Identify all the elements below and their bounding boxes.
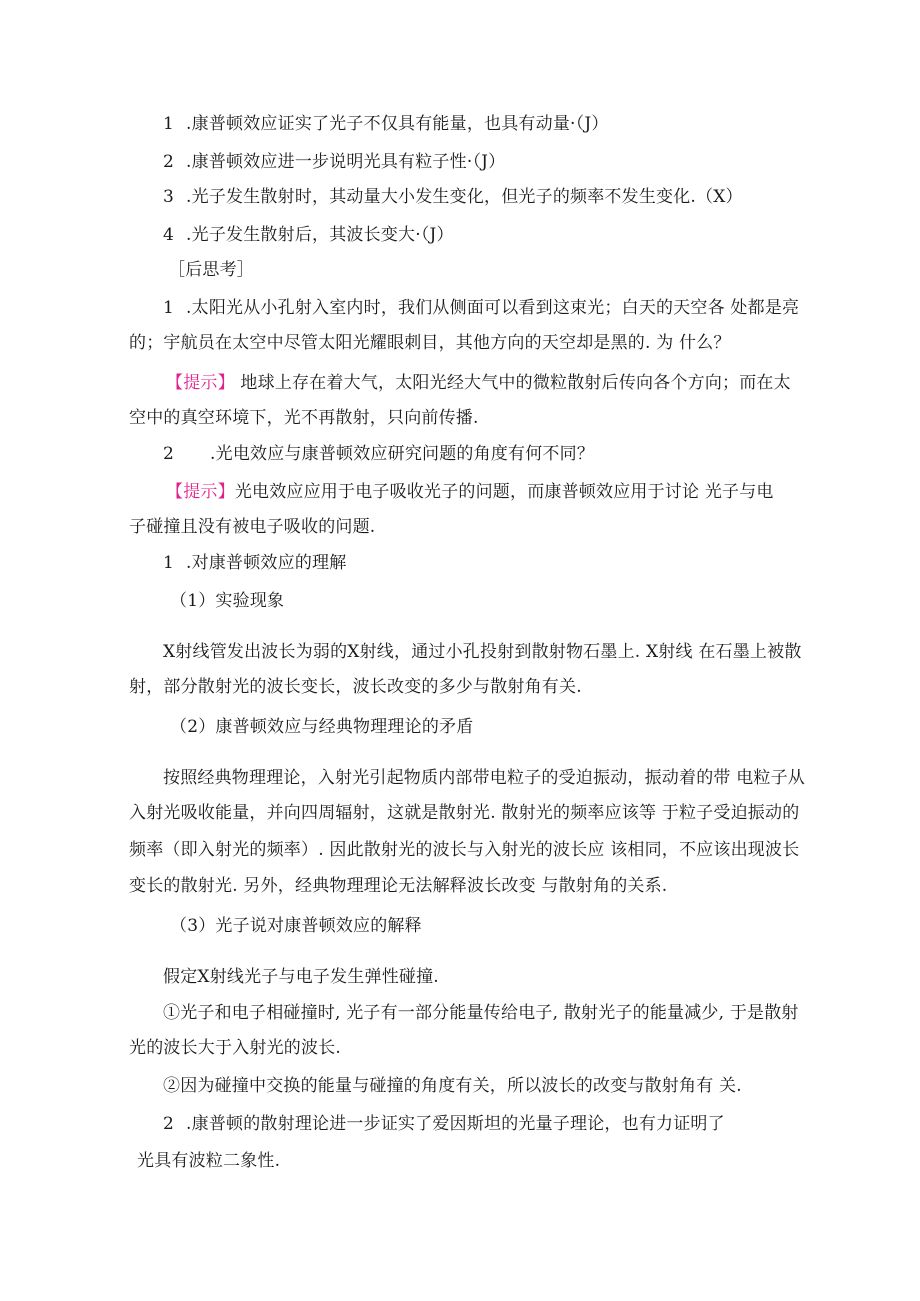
section-number: 1 bbox=[163, 553, 175, 573]
item-text: .康普顿效应证实了光子不仅具有能量，也具有动量·（J） bbox=[186, 114, 609, 134]
question-1-line-2: 的；宇航员在太空中尽管太阳光耀眼刺目，其他方向的天空却是黑的. 为 什么？ bbox=[129, 333, 731, 353]
subsection-2-heading: （2）康普顿效应与经典物理理论的矛盾 bbox=[170, 717, 474, 737]
judgment-item-4 bbox=[163, 224, 454, 246]
item-text: .光子发生散射后，其波长变大·（J） bbox=[186, 225, 454, 245]
subsection-3-item-2: ②因为碰撞中交换的能量与碰撞的角度有关，所以波长的改变与散射角有 关. bbox=[163, 1076, 742, 1096]
section-text: .康普顿的散射理论进一步证实了爱因斯坦的光量子理论，也有力证明了 bbox=[186, 1114, 725, 1134]
hint-label: 【提示】 bbox=[166, 373, 235, 393]
subsection-2-line-1: 按照经典物理理论，入射光引起物质内部带电粒子的受迫振动，振动着的带 电粒子从 bbox=[163, 768, 806, 788]
question-text: .太阳光从小孔射入室内时，我们从侧面可以看到这束光；白天的天空各 处都是亮 bbox=[186, 298, 800, 318]
subsection-3-item-1-line-2: 光的波长大于入射光的波长. bbox=[129, 1038, 342, 1058]
subsection-2-line-4: 变长的散射光. 另外，经典物理理论无法解释波长改变 与散射角的关系. bbox=[129, 876, 668, 896]
item-number: 4 bbox=[163, 225, 175, 245]
after-think-heading: ［后思考］ bbox=[168, 260, 254, 280]
question-number: 1 bbox=[163, 298, 175, 318]
subsection-1-line-2: 射，部分散射光的波长变长，波长改变的多少与散射角有关. bbox=[129, 677, 582, 697]
question-1-line-1 bbox=[163, 297, 799, 319]
item-number: 3 bbox=[163, 187, 175, 207]
subsection-1-heading: （1）实验现象 bbox=[170, 591, 285, 611]
subsection-2-line-3: 频率（即入射光的频率）. 因此散射光的波长与入射光的波长应 该相同，不应该出现波长 bbox=[129, 840, 800, 860]
hint-1-line-1 bbox=[166, 372, 791, 394]
subsection-3-heading: （3）光子说对康普顿效应的解释 bbox=[170, 916, 422, 936]
section-2-line-1 bbox=[163, 1113, 725, 1135]
judgment-item-3 bbox=[163, 186, 743, 208]
question-text: .光电效应与康普顿效应研究问题的角度有何不同？ bbox=[210, 444, 595, 464]
hint-text: 地球上存在着大气，太阳光经大气中的微粒散射后传向各个方向；而在太 bbox=[234, 373, 791, 393]
item-text: .康普顿效应进一步说明光具有粒子性·（J） bbox=[186, 152, 506, 172]
section-number: 2 bbox=[163, 1114, 175, 1134]
judgment-item-1 bbox=[163, 113, 609, 135]
section-2-line-2: 光具有波粒二象性. bbox=[137, 1151, 281, 1171]
hint-text: 光电效应应用于电子吸收光子的问题，而康普顿效应用于讨论 光子与电 bbox=[234, 482, 774, 502]
subsection-1-line-1: X射线管发出波长为弱的X射线，通过小孔投射到散射物石墨上. X射线 在石墨上被散 bbox=[163, 642, 802, 662]
section-1-heading bbox=[163, 552, 346, 574]
judgment-item-2 bbox=[163, 151, 505, 173]
question-number: 2 bbox=[163, 444, 175, 464]
item-number: 2 bbox=[163, 152, 175, 172]
section-title: .对康普顿效应的理解 bbox=[186, 553, 347, 573]
hint-1-line-2: 空中的真空环境下，光不再散射，只向前传播. bbox=[129, 408, 479, 428]
subsection-3-item-1-line-1: ①光子和电子相碰撞时, 光子有一部分能量传给电子, 散射光子的能量减少, 于是散射 bbox=[163, 1003, 799, 1023]
subsection-2-line-2: 入射光吸收能量，并向四周辐射，这就是散射光. 散射光的频率应该等 于粒子受迫振动的 bbox=[129, 803, 800, 823]
subsection-3-intro: 假定X射线光子与电子发生弹性碰撞. bbox=[163, 967, 439, 987]
item-text: .光子发生散射时，其动量大小发生变化，但光子的频率不发生变化.（X） bbox=[186, 187, 743, 207]
hint-2-line-1 bbox=[166, 481, 774, 503]
item-number: 1 bbox=[163, 114, 175, 134]
hint-label: 【提示】 bbox=[166, 482, 235, 502]
question-2 bbox=[163, 443, 594, 465]
hint-2-line-2: 子碰撞且没有被电子吸收的问题. bbox=[129, 517, 376, 537]
